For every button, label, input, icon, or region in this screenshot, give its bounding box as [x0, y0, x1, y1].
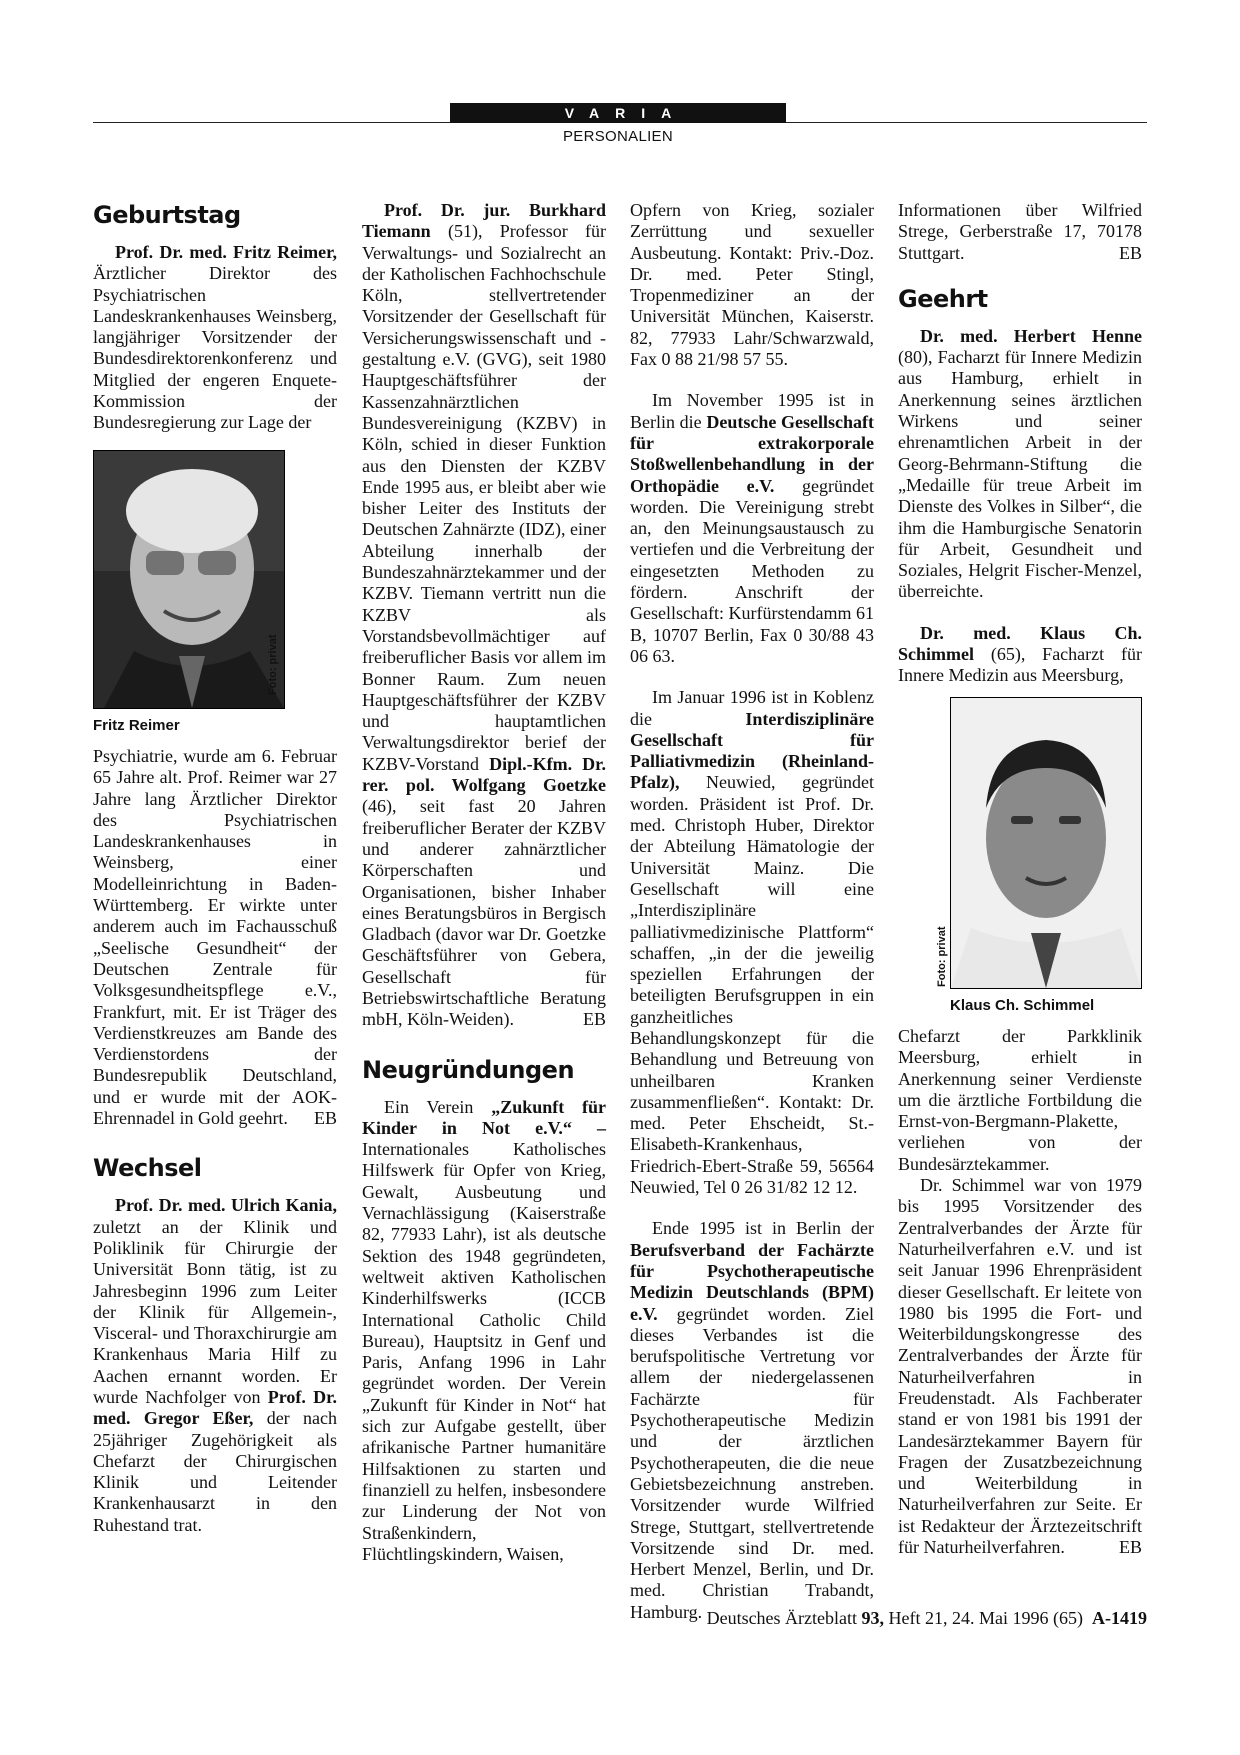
paragraph-text: Internationales Katholisches Hilfswerk für Opfer von Krieg, Gewalt, Ausbeutung und Vernachlässigung (Kaiserstraße 82, 77933 Lahr), ist als deutsche Sektion des 1948 gegründeten, weltweit aktiven Katholischen Kinderhilfswerks (ICCB International Catholic Child Bureau), Hauptsitz in Genf und Paris, Anfang 1996 in Lahr gegründet worden. Der Verein „Zukunft für Kinder in Not“ hat sich zur Aufgabe gestellt, über afrikanische Partner humanitäre Hilfsaktionen zu starten und finanziell zu helfen, insbesondere zur Linderung der Not von Straßenkindern, Flüchtlingskindern, Waisen, — [362, 1139, 606, 1564]
paragraph-schimmel-career — [898, 1175, 1142, 1558]
organization-name: Berufsverband der Fachärzte für Psychotherapeutische Medizin Deutschlands (BPM) e.V. — [630, 1239, 874, 1324]
paragraph-stingl: Opfern von Krieg, sozialer Zerrüttung und sexueller Ausbeutung. Kontakt: Priv.-Doz. Dr. med. Peter Stingl, Tropenmediziner an der Universität München, Kaiserstr. 82, 77933 Lahr/Schwarzwald, Fax 0 88 21/98 57 55. — [630, 200, 874, 370]
paragraph-text: Dr. Schimmel war von 1979 bis 1995 Vorsitzender des Zentralverbandes der Ärzte für Naturheilverfahren e.V. und ist seit Januar 1996 Ehrenpräsident dieser Gesellschaft. Er leitete von 1980 bis 1995 die Fort- und Weiterbildungskongresse des Zentralverbandes der Ärzte für Naturheilverfahren in Freudenstadt. Als Fachberater stand er von 1981 bis 1991 der Landesärztekammer Bayern für Fragen der Zusatzbezeichnung und Weiterbildung in Naturheilverfahren zur Seite. Er ist Redakteur der Ärztezeitschrift für Naturheilverfahren. — [898, 1175, 1142, 1558]
paragraph-text: der nach 25jähriger Zugehörigkeit als Chefarzt der Chirurgischen Klinik und Leitender Krankenhausarzt in den Ruhestand trat. — [93, 1408, 337, 1535]
paragraph-text: Neuwied, gegründet worden. Präsident ist Prof. Dr. med. Christoph Huber, Direktor der Abteilung Hämatologie der Universität Mainz. Die Gesellschaft will eine „Interdisziplinäre palliativmedizinische Plattform“ schaffen, „in der die jeweilig speziellen Erfahrungen der beteiligten Berufsgruppen in ein ganzheitliches Behandlungskonzept für die Behandlung und Betreuung von unheilbaren Kranken zusammenfließen“. Kontakt: Dr. med. Peter Ehscheidt, St.-Elisabeth-Krankenhaus, Friedrich-Ebert-Straße 59, 56564 Neuwied, Tel 0 26 31/82 12 12. — [630, 772, 874, 1198]
photo-reimer — [93, 450, 285, 709]
author-sign: EB — [1118, 1537, 1142, 1558]
author-sign: EB — [1118, 242, 1142, 263]
photo-caption: Fritz Reimer — [93, 716, 180, 734]
paragraph-text: Im Januar 1996 ist in Koblenz die — [630, 687, 874, 729]
column-2 — [362, 200, 606, 1565]
author-sign: EB — [582, 1009, 606, 1030]
column-3 — [630, 200, 874, 1623]
paragraph-schimmel-body: Chefarzt der Parkklinik Meersburg, erhielt in Anerkennung seiner Verdienste um die ärztliche Fortbildung die Ernst-von-Bergmann-Plakette, verliehen von der Bundesärztekammer. — [898, 1025, 1142, 1174]
paragraph-bpm — [630, 1218, 874, 1623]
paragraph-reimer-body — [93, 746, 337, 1129]
paragraph-tiemann — [362, 200, 606, 1031]
paragraph-text: Informationen über Wilfried Strege, Gerberstraße 17, 70178 Stuttgart. — [898, 200, 1142, 263]
paragraph-palliativ — [630, 687, 874, 1198]
column-1 — [93, 200, 337, 1536]
organization-name: Interdisziplinäre Gesellschaft für Palliativmedizin (Rheinland-Pfalz), — [630, 708, 874, 793]
journal-name: Deutsches Ärzteblatt — [706, 1608, 858, 1628]
person-name: Dr. med. Klaus Ch. Schimmel — [898, 622, 1142, 665]
page-number: A-1419 — [1092, 1608, 1147, 1628]
heading-wechsel: Wechsel — [93, 1154, 202, 1183]
paragraph-zukunft — [362, 1097, 606, 1566]
paragraph-text: Ende 1995 ist in Berlin der — [652, 1218, 874, 1239]
page-footer — [707, 1608, 1147, 1629]
paragraph-text: Im November 1995 ist in Berlin die — [630, 390, 874, 432]
paragraph-text: gegründet worden. Die Vereinigung strebt an, den Meinungsaustausch zu vertiefen und die Verbreitung der eingesetzten Methoden zu fördern. Anschrift der Gesellschaft: Kurfürstendamm 61 B, 10707 Berlin, Fax 0 30/88 43 06 63. — [630, 475, 874, 666]
paragraph-text: (65), Facharzt für Innere Medizin aus Meersburg, — [898, 644, 1142, 686]
photo-schimmel-figure — [936, 697, 1142, 1016]
person-name: Prof. Dr. med. Ulrich Kania, — [115, 1195, 337, 1216]
heading-geburtstag: Geburtstag — [93, 201, 241, 229]
photo-reimer-figure — [93, 450, 337, 736]
portrait-image — [94, 451, 284, 708]
column-4 — [898, 200, 1142, 1558]
paragraph-text: (46), seit fast 20 Jahren freiberuflicher Berater der KZBV und anderer zahnärztlicher Körperschaften und Organisationen, bisher Inhaber eines Beratungsbüros in Bergisch Gladbach (davor war Dr. Goetzke Geschäftsführer von Gebera, Gesellschaft für Betriebswirtschaftliche Beratung mbH, Köln-Weiden). — [362, 796, 606, 1030]
person-name: Dr. med. Herbert Henne — [920, 325, 1142, 346]
section-bar: VARIA — [450, 103, 786, 123]
portrait-image — [951, 698, 1141, 988]
paragraph-text: gegründet worden. Ziel dieses Verbandes ist die berufspolitische Vertretung vor allem der niedergelassenen Fachärzte für Psychotherapeutische Medizin und der ärztlichen Psychotherapeuten, die die neue Gebietsbezeichnung anstreben. Vorsitzender wurde Wilfried Strege, Stuttgart, stellvertretende Vorsitzende sind Dr. med. Herbert Menzel, Berlin, und Dr. med. Christian Trabandt, Hamburg. — [630, 1303, 874, 1622]
paragraph-reimer-intro — [93, 242, 337, 434]
paragraph-henne — [898, 326, 1142, 603]
paragraph-kania — [93, 1195, 337, 1536]
section-label: PERSONALIEN — [563, 128, 673, 145]
issue-info: Heft 21, 24. Mai 1996 (65) — [888, 1608, 1083, 1628]
volume: 93, — [861, 1608, 885, 1628]
paragraph-stosswellen — [630, 390, 874, 667]
person-name: Prof. Dr. med. Gregor Eßer, — [93, 1386, 337, 1429]
author-sign: EB — [313, 1108, 337, 1129]
paragraph-text: (51), Professor für Verwaltungs- und Sozialrecht an der Katholischen Fachhochschule Köln, stellvertretender Vorsitzender der Gesellschaft für Versicherungswissenschaft und -gestaltung e.V. (GVG), seit 1980 Hauptgeschäftsführer der Kassenzahnärztlichen Bundesvereinigung (KZBV) in Köln, schied in dieser Funktion aus den Diensten der KZBV Ende 1995 aus, er bleibt aber wie bisher Leiter des Instituts der Deutschen Zahnärzte (IDZ), einer Abteilung innerhalb der Bundeszahnärztekammer und der KZBV. Tiemann vertritt nun die KZBV als Vorstandsbevollmächtiger auf freiberuflicher Basis vor allem im Bonner Raum. Zum neuen Hauptgeschäftsführer der KZBV und hauptamtlichen Verwaltungsdirektor berief der KZBV-Vorstand — [362, 221, 606, 774]
paragraph-schimmel-intro — [898, 623, 1142, 687]
person-name: Prof. Dr. jur. Burkhard Tiemann — [362, 200, 606, 242]
photo-caption: Klaus Ch. Schimmel — [950, 996, 1095, 1014]
heading-geehrt: Geehrt — [898, 284, 988, 313]
paragraph-strege-info — [898, 200, 1142, 264]
person-name: Dipl.-Kfm. Dr. rer. pol. Wolfgang Goetzke — [362, 753, 606, 796]
paragraph-text: (80), Facharzt für Innere Medizin aus Hamburg, erhielt in Anerkennung seines ärztlichen Wirkens und seiner ehrenamtlichen Arbeit in der Georg-Behrmann-Stiftung die „Medaille für treue Arbeit im Dienste des Volkes in Silber“, die ihm die Hamburgische Senatorin für Arbeit, Gesundheit und Soziales, Helgrit Fischer-Menzel, überreichte. — [898, 347, 1142, 602]
photo-credit: Foto: privat — [267, 634, 279, 695]
photo-schimmel — [950, 697, 1142, 989]
organization-name: „Zukunft für Kinder in Not e.V.“ – — [362, 1096, 607, 1138]
paragraph-text: Ein Verein — [384, 1096, 492, 1117]
paragraph-text: zuletzt an der Klinik und Poliklinik für Chirurgie der Universität Bonn tätig, ist zu Jahresbeginn 1996 zum Leiter der Klinik für Allgemein-, Visceral- und Thoraxchirurgie am Krankenhaus Maria Hilf zu Aachen ernannt worden. Er wurde Nachfolger von — [93, 1216, 337, 1407]
heading-neugruendungen: Neugründungen — [362, 1055, 575, 1084]
person-name: Prof. Dr. med. Fritz Reimer, — [115, 242, 337, 262]
paragraph-text: Ärztlicher Direktor des Psychiatrischen Landeskrankenhauses Weinsberg, langjähriger Vorsitzender der Bundesdirektorenkonferenz und Mitglied der engeren Enquete-Kommission der Bundesregierung zur Lage der — [93, 263, 337, 433]
paragraph-text: Psychiatrie, wurde am 6. Februar 65 Jahre alt. Prof. Reimer war 27 Jahre lang Ärztlicher Direktor des Psychiatrischen Landeskrankenhauses in Weinsberg, einer Modelleinrichtung in Baden-Württemberg. Er wirkte unter anderem auch im Fachausschuß „Seelische Gesundheit“ der Deutschen Zentrale für Volksgesundheitspflege e.V., Frankfurt, mit. Er ist Träger des Verdienstkreuzes am Bande des Verdienstordens der Bundesrepublik Deutschland, und er wurde mit der AOK-Ehrennadel in Gold geehrt. — [93, 745, 337, 1129]
photo-credit: Foto: privat — [936, 926, 948, 987]
organization-name: Deutsche Gesellschaft für extrakorporale Stoßwellenbehandlung in der Orthopädie e.V. — [630, 411, 875, 496]
